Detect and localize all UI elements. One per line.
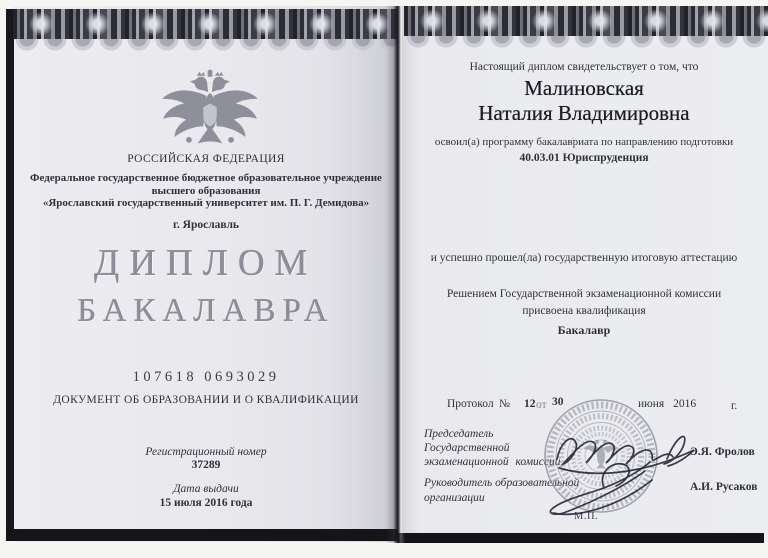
chairman-label-line2: Государственной bbox=[424, 442, 510, 454]
chairman-label-line1: Председатель bbox=[424, 428, 494, 440]
issue-date-label: Дата выдачи bbox=[173, 483, 239, 495]
qualification-value: Бакалавр bbox=[557, 323, 611, 337]
protocol-from-word: от bbox=[536, 399, 547, 411]
intro-line: Настоящий диплом свидетельствует о том, что bbox=[469, 61, 699, 73]
program-line: освоил(а) программу бакалавриата по направлению подготовки bbox=[434, 136, 734, 148]
country-title: РОССИЙСКАЯ ФЕДЕРАЦИЯ bbox=[127, 153, 285, 165]
decision-line1: Решением Государственной экзаменационной комиссии bbox=[446, 288, 722, 300]
registration-number-value: 37289 bbox=[191, 459, 221, 471]
protocol-number: 12 bbox=[524, 398, 536, 410]
guilloche-border-left bbox=[13, 9, 398, 39]
decision-line2: присвоена квалификация bbox=[522, 305, 646, 317]
city-line: г. Ярославль bbox=[172, 219, 240, 231]
cover-edge-left bbox=[6, 9, 14, 538]
protocol-month-year: июня 2016 bbox=[638, 398, 697, 410]
head-name: А.И. Русаков bbox=[690, 481, 758, 493]
cover-edge-bottom-left bbox=[6, 529, 398, 541]
institution-line2: высшего образования bbox=[151, 185, 261, 197]
diploma-title-line2: БАКАЛАВРА bbox=[77, 293, 335, 329]
institution-line3: «Ярославский государственный университет им. П. Г. Демидова» bbox=[42, 197, 370, 209]
page-fold bbox=[386, 6, 405, 543]
graduate-surname: Малиновская bbox=[524, 76, 644, 100]
chairman-label-line3: экзаменационной комиссии bbox=[424, 456, 561, 468]
head-label-line2: организации bbox=[424, 492, 485, 504]
guilloche-border-right bbox=[404, 6, 768, 36]
protocol-year-suffix: г. bbox=[731, 400, 738, 412]
graduate-given-names: Наталия Владимировна bbox=[478, 101, 690, 125]
registration-number-label: Регистрационный номер bbox=[145, 446, 267, 458]
institution-line1: Федеральное государственное бюджетное образовательное учреждение bbox=[30, 172, 382, 184]
document-type-line: ДОКУМЕНТ ОБ ОБРАЗОВАНИИ И О КВАЛИФИКАЦИИ bbox=[53, 394, 359, 406]
cover-edge-bottom-right bbox=[398, 533, 764, 543]
chairman-name: Э.Я. Фролов bbox=[690, 446, 755, 458]
chairman-signature bbox=[525, 415, 760, 530]
coat-of-arms-icon bbox=[152, 70, 268, 158]
head-label-line1: Руководитель образовательной bbox=[424, 477, 580, 489]
issue-date-value: 15 июля 2016 года bbox=[159, 497, 253, 509]
diploma-title-line1: ДИПЛОМ bbox=[94, 243, 318, 284]
diploma-serial-number: 107618 0693029 bbox=[132, 369, 280, 385]
protocol-label: Протокол № bbox=[447, 398, 510, 410]
protocol-day: 30 bbox=[552, 396, 564, 408]
program-code: 40.03.01 Юриспруденция bbox=[519, 152, 649, 164]
seal-place-label: М.П. bbox=[574, 511, 599, 522]
attestation-line: и успешно прошел(ла) государственную итоговую аттестацию bbox=[430, 252, 738, 264]
